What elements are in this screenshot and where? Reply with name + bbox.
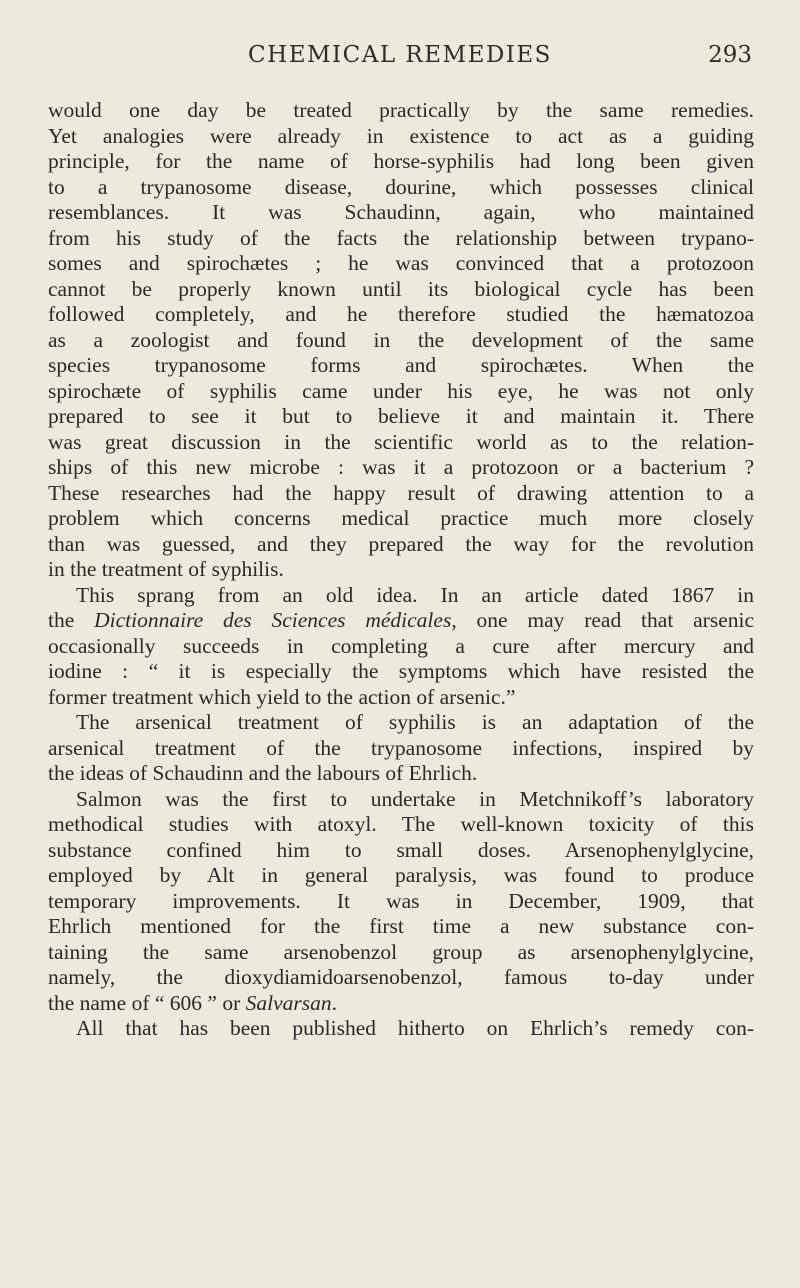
text-line: the ideas of Schaudinn and the labours of Ehrlich. [48, 761, 478, 785]
text-line: Ehrlich mentioned for the first time a new substance con- [48, 914, 754, 938]
text-line: from his study of the facts the relationship between trypano- [48, 225, 754, 250]
text-line: arsenical treatment of the trypanosome infections, inspired by [48, 735, 754, 760]
text-line: Salmon was the first to undertake in Metchnikoff’s laboratory [76, 786, 754, 811]
text-line: All that has been published hitherto on Ehrlich’s remedy con- [76, 1016, 754, 1040]
text-line: namely, the dioxydiamidoarsenobenzol, famous to-day under [48, 965, 754, 989]
text-run: . [331, 990, 337, 1015]
body-text [48, 98, 754, 1042]
text-line: than was guessed, and they prepared the way for the revolution [48, 531, 754, 556]
text-line: ships of this new microbe : was it a protozoon or a bacterium ? [48, 455, 754, 479]
text-line: cannot be properly known until its biological cycle has been [48, 276, 754, 301]
text-line: resemblances. It was Schaudinn, again, who maintained [48, 200, 754, 224]
text-line: species trypanosome forms and spirochætes. When the [48, 353, 754, 377]
text-line [48, 991, 754, 1017]
text-line: principle, for the name of horse-syphilis had long been given [48, 149, 754, 173]
text-line: would one day be treated practically by the same remedies. [48, 98, 754, 122]
page-number: 293 [708, 42, 752, 68]
text-run: the [48, 608, 95, 632]
italic-title: Dictionnaire des Sciences médicales [94, 608, 452, 632]
text-line: spirochæte of syphilis came under his eye, he was not only [48, 378, 754, 403]
text-line: employed by Alt in general paralysis, was found to produce [48, 863, 754, 887]
italic-term: Salvarsan [245, 990, 332, 1015]
text-line: was great discussion in the scientific world as to the relation- [48, 429, 754, 454]
text-run: , one may read that arsenic [451, 608, 754, 632]
running-title: CHEMICAL REMEDIES [248, 42, 552, 68]
text-line: taining the same arsenobenzol group as arsenophenylglycine, [48, 939, 754, 964]
text-line: followed completely, and he therefore studied the hæmatozoa [48, 302, 754, 326]
text-line: as a zoologist and found in the development of the same [48, 327, 754, 352]
text-line: Yet analogies were already in existence to act as a guiding [48, 123, 754, 148]
text-line: substance confined him to small doses. Arsenophenylglycine, [48, 837, 754, 862]
running-head [0, 42, 800, 82]
text-line: prepared to see it but to believe it and maintain it. There [48, 404, 754, 428]
text-line: somes and spirochætes ; he was convinced that a protozoon [48, 251, 754, 275]
text-line: to a trypanosome disease, dourine, which possesses clinical [48, 174, 754, 199]
text-line: methodical studies with atoxyl. The well-known toxicity of this [48, 812, 754, 836]
text-line: The arsenical treatment of syphilis is an adaptation of the [76, 710, 754, 734]
text-line: temporary improvements. It was in December, 1909, that [48, 888, 754, 913]
text-line: This sprang from an old idea. In an article dated 1867 in [76, 582, 754, 607]
text-line: These researches had the happy result of drawing attention to a [48, 480, 754, 505]
text-run: the name of “ 606 ” or [48, 990, 246, 1015]
text-line [48, 608, 754, 634]
text-line: former treatment which yield to the action of arsenic.” [48, 684, 516, 709]
text-line: iodine : “ it is especially the symptoms which have resisted the [48, 659, 754, 683]
text-line: problem which concerns medical practice much more closely [48, 506, 754, 530]
text-line: occasionally succeeds in completing a cure after mercury and [48, 633, 754, 658]
text-line: in the treatment of syphilis. [48, 557, 284, 581]
